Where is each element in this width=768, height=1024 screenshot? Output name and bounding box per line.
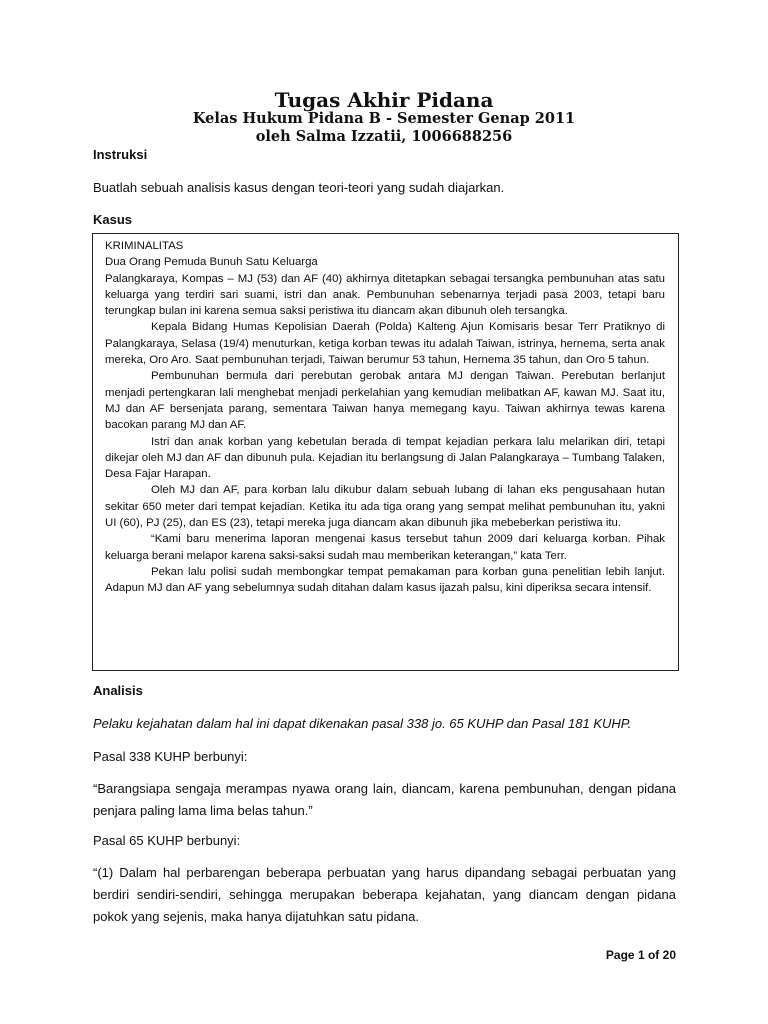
article-paragraph: Oleh MJ dan AF, para korban lalu dikubur dalam sebuah lubang di lahan eks pengusahaan hutan sekitar 650 meter dari tempat kejadian. Ketika itu ada tiga orang yang sempat melihat pembunuhan itu, yakni UI (60), PJ (25), dan ES (23), tetapi mereka juga diancam akan dibunuh jika mebeberkan peristiwa itu.: [105, 484, 665, 530]
article-category: KRIMINALITAS: [105, 240, 184, 252]
article-paragraph: Palangkaraya, Kompas – MJ (53) dan AF (40) akhirnya ditetapkan sebagai tersangka pembunuhan atas satu keluarga yang terdiri sari suami, istri dan anak. Pembunuhan sebenarnya terjadi pasa 2003, tetapi baru terungkap bulan ini karena semua saksi peristiwa itu diancam akan dibunuh oleh tersangka.: [105, 272, 665, 318]
article-paragraph: Istri dan anak korban yang kebetulan berada di tempat kejadian perkara lalu melarikan diri, tetapi dikejar oleh MJ dan AF dan dibunuh pula. Kejadian itu berlangsung di Jalan Palangkaraya – Tumbang Talaken, Desa Fajar Harapan.: [105, 435, 665, 481]
kasus-heading: Kasus: [93, 212, 133, 227]
analisis-intro: Pelaku kejahatan dalam hal ini dapat dikenakan pasal 338 jo. 65 KUHP dan Pasal 181 KUHP.: [93, 716, 632, 731]
instruksi-heading: Instruksi: [93, 147, 148, 162]
page-label: Page: [605, 948, 635, 962]
pasal65-text: “(1) Dalam hal perbarengan beberapa perbuatan yang harus dipandang sebagai perbuatan yang berdiri sendiri-sendiri, sehingga merupakan beberapa kejahatan, yang diancam dengan pidana pokok yang sejenis, maka hanya dijatuhkan satu pidana.: [93, 865, 676, 924]
page-number: [606, 948, 676, 962]
pasal65-heading: Pasal 65 KUHP berbunyi:: [93, 833, 241, 848]
document-author: oleh Salma Izzatii, 1006688256: [255, 128, 513, 145]
article-paragraph: “Kami baru menerima laporan mengenai kasus tersebut tahun 2009 dari keluarga korban. Pihak keluarga berani melapor karena saksi-saksi sudah mau memberikan keterangan,” kata Terr.: [105, 533, 665, 562]
case-article: [105, 238, 665, 597]
page-of-label: of: [647, 948, 660, 962]
document-subtitle: Kelas Hukum Pidana B - Semester Genap 2011: [192, 110, 576, 127]
article-paragraph: Pekan lalu polisi sudah membongkar tempat pemakaman para korban guna penelitian lebih lanjut. Adapun MJ dan AF yang sebelumnya sudah ditahan dalam kasus ijazah palsu, kini diperiksa secara intensif.: [105, 565, 665, 595]
page-current: 1: [637, 948, 645, 962]
pasal338-text: “Barangsiapa sengaja merampas nyawa orang lain, diancam, karena pembunuhan, dengan pidana penjara paling lama lima belas tahun.”: [93, 781, 676, 818]
article-paragraph: Pembunuhan bermula dari perebutan gerobak antara MJ dengan Taiwan. Perebutan berlanjut menjadi pertengkaran lali menghebat menjadi perkelahian yang kemudian melibatkan AF, kawan MJ. Saat itu, MJ dan AF bersenjata parang, sementara Taiwan hanya memegang kayu. Taiwan akhirnya tewas karena bacokan parang MJ dan AF.: [105, 370, 665, 432]
page-total: 20: [662, 948, 676, 962]
article-paragraph: Kepala Bidang Humas Kepolisian Daerah (Polda) Kalteng Ajun Komisaris besar Terr Pratiknyo di Palangkaraya, Selasa (19/4) menuturkan, ketiga korban tewas itu adalah Taiwan, istrinya, hernema, serta anak mereka, Oro Aro. Saat pembunuhan terjadi, Taiwan berumur 53 tahun, Hernema 35 tahun, dan Oro 5 tahun.: [105, 321, 665, 367]
case-box: [92, 233, 679, 671]
pasal338-heading: Pasal 338 KUHP berbunyi:: [93, 749, 248, 764]
analisis-heading: Analisis: [93, 683, 143, 698]
document-title: Tugas Akhir Pidana: [274, 88, 494, 112]
instruksi-text: Buatlah sebuah analisis kasus dengan teori-teori yang sudah diajarkan.: [93, 180, 505, 195]
article-headline: Dua Orang Pemuda Bunuh Satu Keluarga: [105, 256, 318, 269]
